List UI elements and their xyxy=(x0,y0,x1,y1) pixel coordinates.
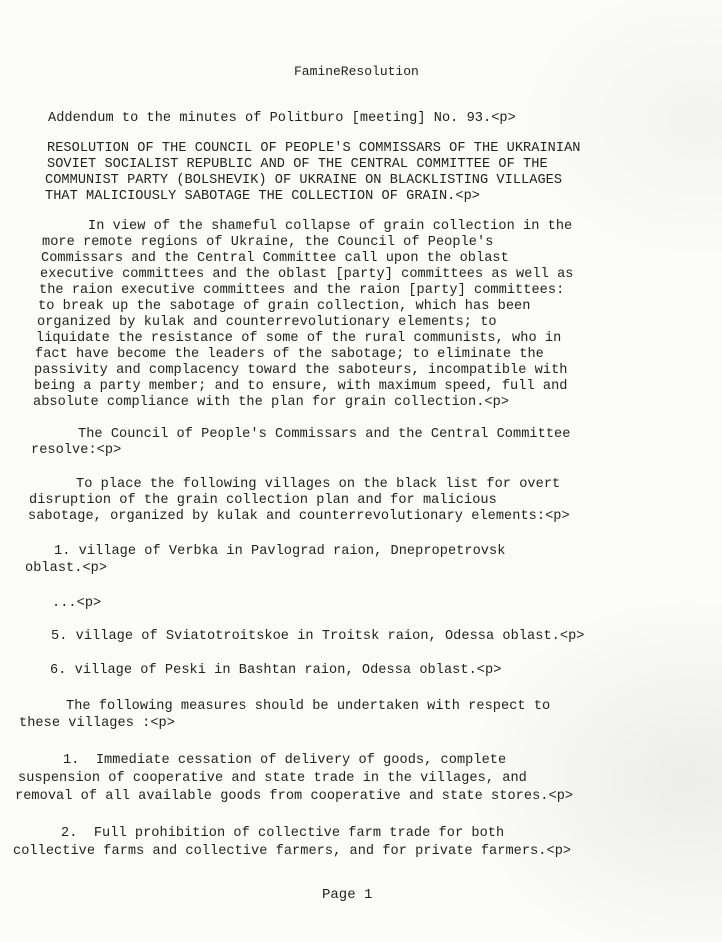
paragraph-line: passivity and complacency toward the saboteurs, incompatible with xyxy=(34,363,568,378)
page-number: Page 1 xyxy=(322,887,373,903)
paragraph-line: being a party member; and to ensure, with maximum speed, full and xyxy=(34,379,568,394)
measure-line: 1. Immediate cessation of delivery of goods, complete xyxy=(63,753,507,768)
paragraph-line: To place the following villages on the black list for overt xyxy=(76,477,561,492)
paragraph-line: disruption of the grain collection plan and for malicious xyxy=(29,493,497,508)
measure-line: removal of all available goods from cooperative and state stores.<p> xyxy=(15,789,574,804)
addendum-line: Addendum to the minutes of Politburo [meeting] No. 93.<p> xyxy=(48,111,516,126)
measure-line: suspension of cooperative and state trade in the villages, and xyxy=(18,771,527,786)
paragraph-line: executive committees and the oblast [party] committees as well as xyxy=(40,267,574,282)
document-title: FamineResolution xyxy=(294,64,419,79)
paragraph-line: liquidate the resistance of some of the rural communists, who in xyxy=(36,331,562,346)
village-list-item-6: 6. village of Peski in Bashtan raion, Odessa oblast.<p> xyxy=(50,663,502,678)
paragraph-line: sabotage, organized by kulak and counterrevolutionary elements:<p> xyxy=(28,509,570,524)
heading-line: SOVIET SOCIALIST REPUBLIC AND OF THE CENTRAL COMMITTEE OF THE xyxy=(47,157,548,172)
paragraph-line: the raion executive committees and the raion [party] committees: xyxy=(39,283,565,298)
list-item-line: 1. village of Verbka in Pavlograd raion, Dnepropetrovsk xyxy=(54,544,506,559)
paragraph-line: absolute compliance with the plan for grain collection.<p> xyxy=(33,395,510,410)
paragraph-line: to break up the sabotage of grain collection, which has been xyxy=(38,299,531,314)
measure-line: 2. Full prohibition of collective farm trade for both xyxy=(61,826,505,841)
paragraph-line: more remote regions of Ukraine, the Council of People's xyxy=(42,235,494,250)
paragraph-line: In view of the shameful collapse of grain collection in the xyxy=(88,219,573,234)
heading-line: THAT MALICIOUSLY SABOTAGE THE COLLECTION OF GRAIN.<p> xyxy=(45,189,481,204)
measure-line: collective farms and collective farmers, and for private farmers.<p> xyxy=(13,844,572,859)
paragraph-line: organized by kulak and counterrevolutionary elements; to xyxy=(37,315,497,330)
paragraph-line: these villages :<p> xyxy=(19,716,175,731)
omission-ellipsis: ...<p> xyxy=(52,596,102,611)
heading-line: RESOLUTION OF THE COUNCIL OF PEOPLE'S COMMISSARS OF THE UKRAINIAN xyxy=(47,141,581,156)
paragraph-line: Commissars and the Central Committee call upon the oblast xyxy=(41,251,509,266)
paragraph-line: The following measures should be undertaken with respect to xyxy=(66,699,551,714)
paragraph-line: resolve:<p> xyxy=(31,443,122,458)
paragraph-line: The Council of People's Commissars and the Central Committee xyxy=(78,427,571,442)
paragraph-line: fact have become the leaders of the sabotage; to eliminate the xyxy=(35,347,544,362)
heading-line: COMMUNIST PARTY (BOLSHEVIK) OF UKRAINE ON BLACKLISTING VILLAGES xyxy=(45,173,563,188)
list-item-line: oblast.<p> xyxy=(25,561,108,576)
village-list-item-5: 5. village of Sviatotroitskoe in Troitsk raion, Odessa oblast.<p> xyxy=(51,629,585,644)
